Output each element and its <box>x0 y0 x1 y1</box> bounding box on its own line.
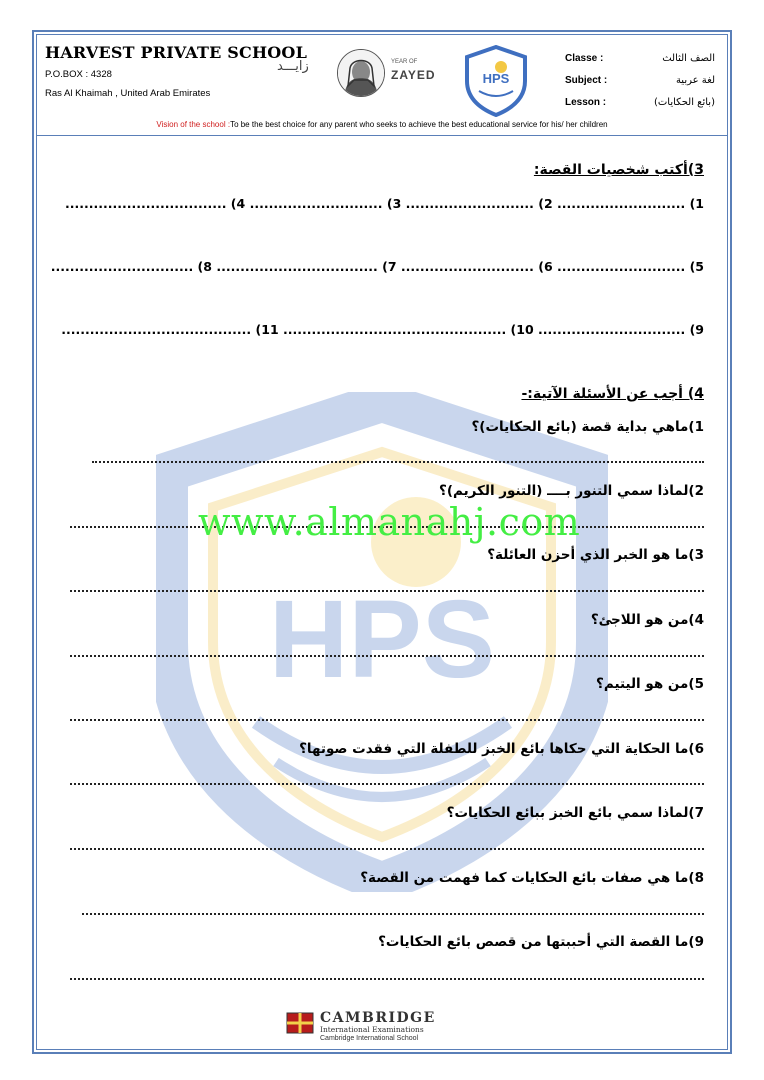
question-7: 7)لماذا سمي بائع الخبز ببائع الحكايات؟ <box>446 805 704 821</box>
answer-line-4[interactable] <box>70 655 704 657</box>
lesson-label: Lesson : <box>565 97 607 108</box>
question-8: 8)ما هي صفات بائع الحكايات كما فهمت من القصة؟ <box>360 870 704 886</box>
characters-row-1: 1) ........................... 2) ........................... 3) ............................ 4) .................................. <box>65 196 704 211</box>
zayed-label: ZAYED <box>391 68 436 82</box>
characters-row-3: 9) ............................... 10) ............................................... 11) ........................................ <box>61 322 704 337</box>
school-address: Ras Al Khaimah , United Arab Emirates <box>45 88 211 99</box>
cambridge-exams: International Examinations <box>320 1025 424 1034</box>
vision-statement <box>37 120 727 129</box>
answer-line-3[interactable] <box>70 590 704 592</box>
cambridge-crest-icon <box>286 1012 314 1034</box>
question-4: 4)من هو اللاجئ؟ <box>590 612 704 628</box>
watermark-url: www.almanahj.com <box>198 500 581 544</box>
question-3: 3)ما هو الخبر الذي أحزن العائلة؟ <box>487 547 704 563</box>
po-box: P.O.BOX : 4328 <box>45 69 112 80</box>
question-1: 1)ماهي بداية قصة (بائع الحكايات)؟ <box>471 419 704 435</box>
answer-line-5[interactable] <box>70 719 704 721</box>
answer-line-8[interactable] <box>82 913 704 915</box>
class-label: Classe : <box>565 53 604 64</box>
class-value: الصف الثالث <box>662 53 715 64</box>
section4-title: 4) أجب عن الأسئلة الآتية:- <box>521 386 704 402</box>
answer-line-7[interactable] <box>70 848 704 850</box>
cambridge-name: CAMBRIDGE <box>320 1010 436 1026</box>
svg-text:HPS: HPS <box>268 578 496 701</box>
vision-label: Vision of the school : <box>156 120 231 129</box>
answer-line-1[interactable] <box>92 461 704 463</box>
cambridge-footer <box>286 1010 486 1042</box>
subject-value: لغة عربية <box>675 75 715 86</box>
school-name: HARVEST PRIVATE SCHOOL <box>45 43 308 62</box>
cambridge-school: Cambridge International School <box>320 1035 419 1042</box>
lesson-value: (بائع الحكايات) <box>653 97 715 108</box>
section3-title: 3)أكتب شخصيات القصة: <box>533 162 704 178</box>
year-of-label: YEAR OF <box>391 59 418 65</box>
question-9: 9)ما القصة التي أحببتها من قصص بائع الحكايات؟ <box>378 934 704 950</box>
hps-logo-icon <box>465 45 527 117</box>
question-2: 2)لماذا سمي التنور بــــ (التنور الكريم)؟ <box>438 483 704 499</box>
answer-line-6[interactable] <box>70 783 704 785</box>
characters-row-2: 5) ........................... 6) ............................ 7) .................................. 8) .............................. <box>50 259 704 274</box>
vision-text: To be the best choice for any parent who seeks to achieve the best educational service for his/ her children <box>230 120 608 129</box>
header <box>37 35 727 136</box>
zayed-portrait-icon <box>337 49 385 97</box>
logo-text: HPS <box>482 71 510 86</box>
subject-label: Subject : <box>565 75 608 86</box>
answer-line-9[interactable] <box>70 978 704 980</box>
zayed-arabic-logo: زايـــد <box>277 59 309 74</box>
question-5: 5)من هو اليتيم؟ <box>596 676 704 692</box>
question-6: 6)ما الحكاية التي حكاها بائع الخبز للطفلة التي فقدت صوتها؟ <box>299 741 704 757</box>
